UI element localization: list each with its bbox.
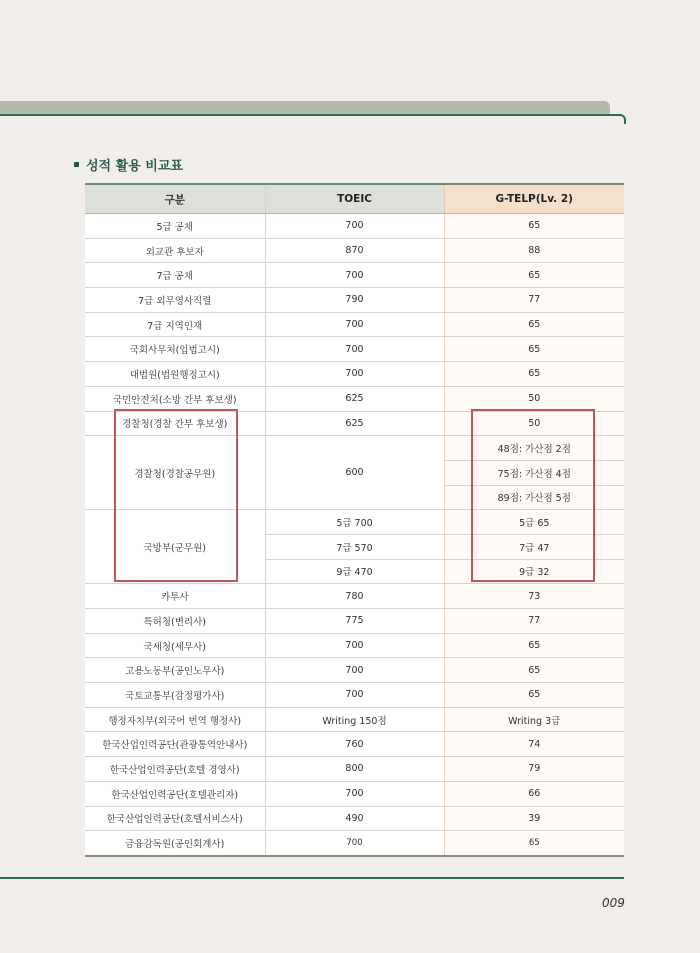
toeic-cell: 700 [265, 683, 444, 708]
police-toeic-cell: 600 [265, 436, 444, 510]
toeic-cell: 700 [265, 831, 444, 856]
toeic-cell: 625 [265, 411, 444, 436]
toeic-cell: 700 [265, 658, 444, 683]
table-row [85, 312, 624, 337]
gtelp-cell: 65 [444, 831, 624, 856]
defense-category-cell: 국방부(군무원) [85, 510, 265, 584]
table-row [85, 584, 624, 609]
table-row [85, 263, 624, 288]
defense-gtelp-grade-9: 9급 32 [444, 559, 624, 584]
table-row [85, 781, 624, 806]
gtelp-cell: 65 [444, 214, 624, 239]
category-cell: 대법원(법원행정고시) [85, 362, 265, 387]
category-cell: 외교관 후보자 [85, 238, 265, 263]
table-row [85, 732, 624, 757]
header-category: 구분 [85, 184, 265, 214]
table-header-row [85, 184, 624, 214]
gtelp-cell: 73 [444, 584, 624, 609]
defense-gtelp-grade-5: 5급 65 [444, 510, 624, 535]
gtelp-cell: 79 [444, 757, 624, 782]
gtelp-cell: 65 [444, 312, 624, 337]
category-cell: 국세청(세무사) [85, 633, 265, 658]
square-bullet-icon [74, 162, 79, 167]
table-row [85, 337, 624, 362]
toeic-cell: 490 [265, 806, 444, 831]
toeic-cell: 625 [265, 386, 444, 411]
table-row [85, 658, 624, 683]
toeic-cell: 700 [265, 362, 444, 387]
toeic-cell: 700 [265, 337, 444, 362]
gtelp-cell: 66 [444, 781, 624, 806]
category-cell: 고용노동부(공인노무사) [85, 658, 265, 683]
toeic-cell: Writing 150점 [265, 707, 444, 732]
page-number: 009 [602, 896, 625, 910]
toeic-cell: 700 [265, 214, 444, 239]
category-cell: 5급 공채 [85, 214, 265, 239]
section-title [74, 155, 183, 174]
category-cell: 한국산업인력공단(호텔서비스사) [85, 806, 265, 831]
table-row [85, 214, 624, 239]
defense-gtelp-grade-7: 7급 47 [444, 534, 624, 559]
gtelp-cell: 65 [444, 683, 624, 708]
category-cell: 한국산업인력공단(관광통역안내사) [85, 732, 265, 757]
toeic-cell: 760 [265, 732, 444, 757]
category-cell: 7급 지역인재 [85, 312, 265, 337]
toeic-cell: 700 [265, 781, 444, 806]
section-title-text: 성적 활용 비교표 [86, 159, 183, 174]
toeic-cell: 700 [265, 312, 444, 337]
table-row [85, 831, 624, 856]
table-row [85, 386, 624, 411]
footer-rule [0, 877, 624, 879]
category-cell: 한국산업인력공단(호텔 경영사) [85, 757, 265, 782]
defense-toeic-grade-7: 7급 570 [265, 534, 444, 559]
category-cell: 국회사무처(입법고시) [85, 337, 265, 362]
toeic-cell: 700 [265, 263, 444, 288]
header-rule [0, 114, 621, 116]
highlight-box-gtelp [471, 409, 595, 582]
category-cell: 카투사 [85, 584, 265, 609]
category-cell: 국민안전처(소방 간부 후보생) [85, 386, 265, 411]
defense-toeic-grade-5: 5급 700 [265, 510, 444, 535]
gtelp-cell: 39 [444, 806, 624, 831]
gtelp-cell: 65 [444, 263, 624, 288]
table-row [85, 609, 624, 634]
toeic-cell: 780 [265, 584, 444, 609]
table-row [85, 683, 624, 708]
header-rule-corner [619, 114, 626, 124]
gtelp-cell: 65 [444, 633, 624, 658]
toeic-cell: 870 [265, 238, 444, 263]
table-row [85, 707, 624, 732]
category-cell: 특허청(변리사) [85, 609, 265, 634]
table-row [85, 288, 624, 313]
police-gtelp-bonus-3: 89점: 가산점 5점 [444, 485, 624, 510]
toeic-cell: 790 [265, 288, 444, 313]
header-gtelp: G-TELP(Lv. 2) [444, 184, 624, 214]
gtelp-cell: 65 [444, 658, 624, 683]
highlight-box-category [114, 409, 238, 582]
police-gtelp-bonus-1: 48점: 가산점 2점 [444, 436, 624, 461]
gtelp-cell: 88 [444, 238, 624, 263]
gtelp-cell: 65 [444, 337, 624, 362]
gtelp-cell: 74 [444, 732, 624, 757]
police-gtelp-bonus-2: 75점: 가산점 4점 [444, 460, 624, 485]
category-cell: 금융감독원(공인회계사) [85, 831, 265, 856]
category-cell: 7급 외무영사직렬 [85, 288, 265, 313]
gtelp-cell: Writing 3급 [444, 707, 624, 732]
table-row [85, 633, 624, 658]
toeic-cell: 800 [265, 757, 444, 782]
category-cell: 7급 공채 [85, 263, 265, 288]
gtelp-cell: 65 [444, 362, 624, 387]
category-cell: 한국산업인력공단(호텔관리자) [85, 781, 265, 806]
defense-toeic-grade-9: 9급 470 [265, 559, 444, 584]
police-category-cell: 경찰청(경찰공무원) [85, 436, 265, 510]
gtelp-cell: 77 [444, 288, 624, 313]
category-cell: 경찰청(경찰 간부 후보생) [85, 411, 265, 436]
table-row [85, 238, 624, 263]
gtelp-cell: 50 [444, 411, 624, 436]
toeic-cell: 775 [265, 609, 444, 634]
table-row [85, 757, 624, 782]
table-row [85, 362, 624, 387]
gtelp-cell: 50 [444, 386, 624, 411]
category-cell: 국토교통부(감정평가사) [85, 683, 265, 708]
category-cell: 행정자치부(외국어 번역 행정사) [85, 707, 265, 732]
header-toeic: TOEIC [265, 184, 444, 214]
gtelp-cell: 77 [444, 609, 624, 634]
table-row [85, 806, 624, 831]
header-tab-bar [0, 101, 610, 114]
toeic-cell: 700 [265, 633, 444, 658]
